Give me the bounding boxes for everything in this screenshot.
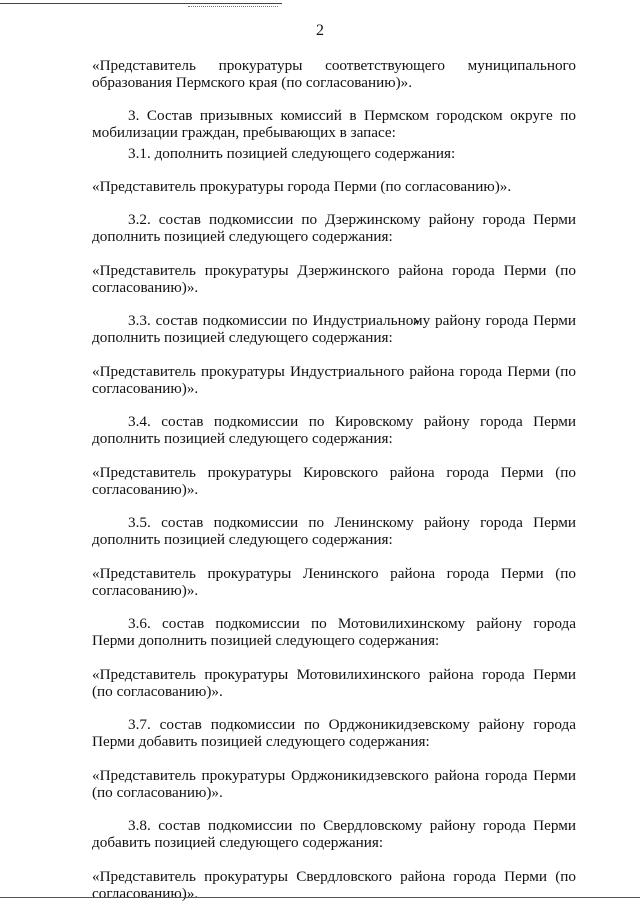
- item-3-1: 3.1. дополнить позицией следующего содержания:: [128, 145, 456, 162]
- quote-3-5: «Представитель прокуратуры Ленинского района города Перми (по согласованию)».: [92, 565, 576, 599]
- quote-3-6: «Представитель прокуратуры Мотовилихинского района города Перми (по согласованию)».: [92, 666, 576, 700]
- quote-3-4: «Представитель прокуратуры Кировского района города Перми (по согласованию)».: [92, 464, 576, 498]
- intro-quote: «Представитель прокуратуры соответствующего муниципального образования Пермского края (по согласованию)».: [92, 57, 576, 91]
- quote-3-1: «Представитель прокуратуры города Перми (по согласованию)».: [92, 177, 512, 195]
- top-rule-mark: [188, 0, 278, 7]
- quote-3-8: «Представитель прокуратуры Свердловского района города Перми (по согласованию)».: [92, 868, 576, 902]
- item-3-7: 3.7. состав подкомиссии по Орджоникидзевскому району города Перми добавить позицией следующего содержания:: [92, 716, 576, 750]
- quote-3-7: «Представитель прокуратуры Орджоникидзевского района города Перми (по согласованию)».: [92, 767, 576, 801]
- item-3-2: 3.2. состав подкомиссии по Дзержинскому району города Перми дополнить позицией следующего содержания:: [92, 211, 576, 245]
- item-3-4: 3.4. состав подкомиссии по Кировскому району города Перми дополнить позицией следующего содержания:: [92, 413, 576, 447]
- bottom-rule: [0, 897, 640, 898]
- quote-3-3: «Представитель прокуратуры Индустриального района города Перми (по согласованию)».: [92, 363, 576, 397]
- section-3: 3. Состав призывных комиссий в Пермском городском округе по мобилизации граждан, пребывающих в запасе:: [92, 107, 576, 141]
- item-3-5: 3.5. состав подкомиссии по Ленинскому району города Перми дополнить позицией следующего содержания:: [92, 514, 576, 548]
- quote-3-2: «Представитель прокуратуры Дзержинского района города Перми (по согласованию)».: [92, 262, 576, 296]
- page-number: 2: [316, 22, 324, 39]
- item-3-8: 3.8. состав подкомиссии по Свердловскому району города Перми добавить позицией следующего содержания:: [92, 817, 576, 851]
- item-3-3: 3.3. состав подкомиссии по Индустриальному району города Перми дополнить позицией следующего содержания:: [92, 312, 576, 346]
- item-3-6: 3.6. состав подкомиссии по Мотовилихинскому району города Перми дополнить позицией следующего содержания:: [92, 615, 576, 649]
- document-body: [92, 56, 576, 902]
